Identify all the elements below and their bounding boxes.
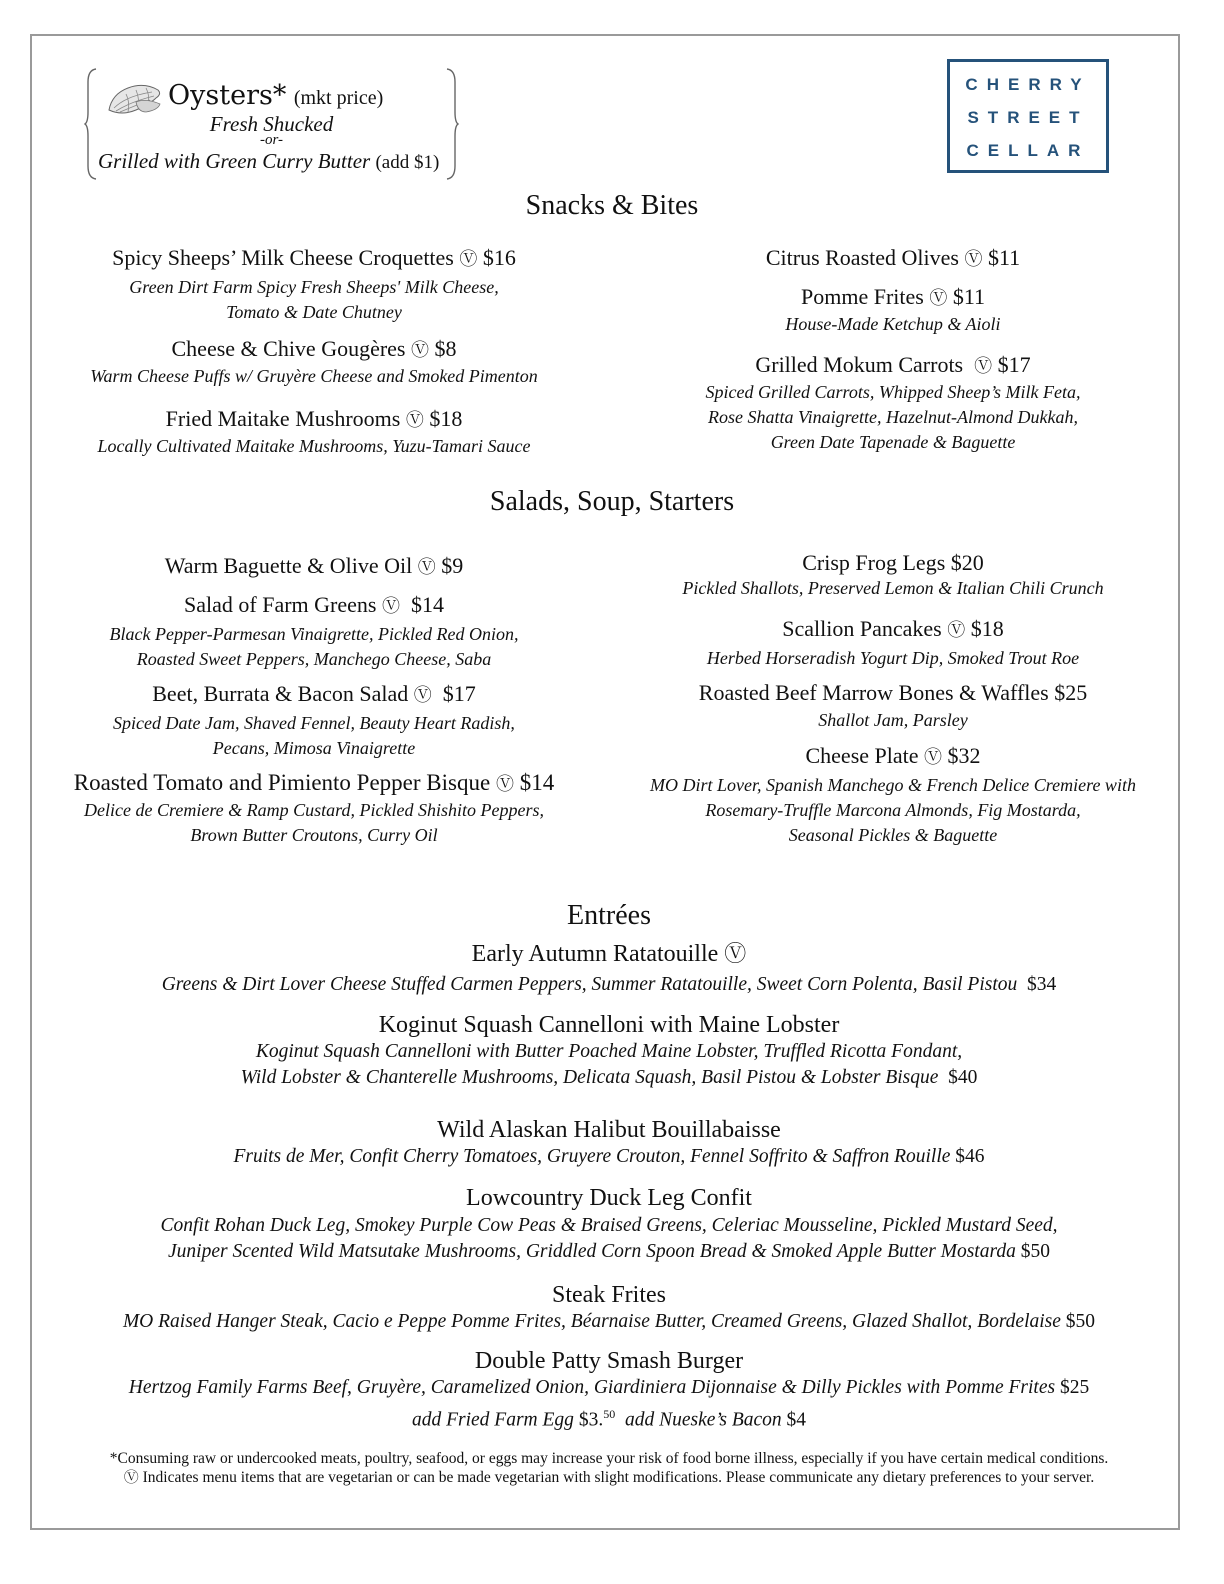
oysters-or: -or- — [259, 132, 284, 148]
logo-line-cellar: CELLAR — [966, 141, 1090, 160]
entree-duck-confit — [0, 1184, 1218, 1265]
item-description: Green Date Tapenade & Baguette — [770, 432, 1016, 452]
menu-item-scallion-pancakes — [620, 616, 1166, 671]
item-description: Fruits de Mer, Confit Cherry Tomatoes, Gruyere Crouton, Fennel Soffrito & Saffron Rouille — [233, 1146, 951, 1167]
entree-smash-burger — [0, 1347, 1218, 1434]
item-description: Herbed Horseradish Yogurt Dip, Smoked Trout Roe — [706, 648, 1080, 668]
oysters-name: Oysters* — [168, 80, 287, 111]
item-description: Tomato & Date Chutney — [226, 302, 402, 322]
menu-item-carrots — [620, 352, 1166, 455]
item-description: Brown Butter Croutons, Curry Oil — [190, 825, 438, 845]
item-name: Roasted Tomato and Pimiento Pepper Bisque — [73, 770, 491, 795]
addon-egg-price: $3. — [578, 1409, 604, 1431]
item-price: $18 — [429, 406, 463, 431]
food-safety-disclaimer: *Consuming raw or undercooked meats, poultry, seafood, or eggs may increase your risk of food borne illness, especially if you have certain medical conditions. — [109, 1450, 1109, 1467]
item-name: Wild Alaskan Halibut Bouillabaisse — [437, 1117, 781, 1143]
oysters-grilled-add: (add $1) — [375, 152, 440, 173]
oysters-block — [84, 68, 459, 180]
item-price: $46 — [955, 1146, 985, 1167]
menu-item-marrow-bones — [620, 680, 1166, 733]
addon-bacon-price: $4 — [786, 1409, 807, 1431]
vegetarian-icon: Ⓥ — [929, 288, 948, 309]
vegetarian-icon: Ⓥ — [459, 249, 478, 270]
item-price: $18 — [970, 616, 1004, 641]
vegetarian-icon: Ⓥ — [947, 620, 966, 641]
item-name: Double Patty Smash Burger — [474, 1348, 744, 1374]
item-description: Delice de Cremiere & Ramp Custard, Pickled Shishito Peppers, — [84, 800, 544, 820]
menu-item-cheese-plate — [620, 743, 1166, 848]
entree-ratatouille — [0, 940, 1218, 998]
item-price: $14 — [519, 770, 555, 795]
item-description: Green Dirt Farm Spicy Fresh Sheeps' Milk Cheese, — [129, 277, 499, 297]
menu-item-baguette — [40, 553, 588, 581]
vegetarian-icon: Ⓥ — [417, 557, 436, 578]
section-heading-salads: Salads, Soup, Starters — [489, 486, 735, 517]
addon-egg-cents: 50 — [603, 1407, 616, 1421]
item-price: $32 — [947, 743, 981, 768]
vegetarian-icon: Ⓥ — [724, 942, 747, 967]
item-name: Lowcountry Duck Leg Confit — [466, 1185, 752, 1211]
item-description: Hertzog Family Farms Beef, Gruyère, Caramelized Onion, Giardiniera Dijonnaise & Dilly Pickles with Pomme Frites — [128, 1377, 1056, 1398]
item-price: $16 — [482, 245, 516, 270]
item-price: $8 — [434, 336, 457, 361]
item-price: $50 — [1065, 1311, 1096, 1332]
item-price: $20 — [950, 550, 984, 575]
menu-item-gougeres — [40, 336, 588, 389]
item-name: Pomme Frites — [800, 284, 924, 309]
item-description: Spiced Grilled Carrots, Whipped Sheep’s Milk Feta, — [705, 382, 1081, 402]
item-price: $25 — [1054, 680, 1088, 705]
cherry-street-cellar-logo — [947, 59, 1109, 173]
item-description: Rose Shatta Vinaigrette, Hazelnut-Almond Dukkah, — [708, 407, 1078, 427]
vegetarian-icon: Ⓥ — [974, 356, 993, 377]
item-description: Black Pepper-Parmesan Vinaigrette, Pickled Red Onion, — [109, 624, 519, 644]
addon-egg: add Fried Farm Egg — [411, 1409, 574, 1431]
vegetarian-icon: Ⓥ — [413, 685, 432, 706]
menu-item-frog-legs — [620, 550, 1166, 601]
menu-item-maitake — [40, 406, 588, 459]
item-description: Confit Rohan Duck Leg, Smokey Purple Cow Peas & Braised Greens, Celeriac Mousseline, Pickled Mustard Seed, — [160, 1215, 1058, 1236]
item-name: Steak Frites — [552, 1282, 666, 1308]
item-name: Fried Maitake Mushrooms — [165, 406, 401, 431]
item-name: Grilled Mokum Carrots — [755, 352, 964, 377]
item-description: House-Made Ketchup & Aioli — [785, 314, 1001, 334]
logo-line-street: STREET — [967, 108, 1089, 127]
item-description: Pecans, Mimosa Vinaigrette — [212, 738, 416, 758]
entree-halibut — [0, 1116, 1218, 1170]
item-name: Salad of Farm Greens — [184, 592, 377, 617]
vegetarian-icon: Ⓥ — [495, 774, 514, 795]
item-name: Roasted Beef Marrow Bones & Waffles — [698, 680, 1049, 705]
oysters-option-grilled — [98, 148, 439, 176]
menu-item-burrata — [40, 681, 588, 761]
section-heading-snacks: Snacks & Bites — [525, 190, 699, 221]
item-description: Shallot Jam, Parsley — [818, 710, 968, 730]
item-price: $17 — [997, 352, 1031, 377]
item-description: Locally Cultivated Maitake Mushrooms, Yuzu-Tamari Sauce — [97, 436, 531, 456]
item-name: Citrus Roasted Olives — [765, 245, 959, 270]
item-price: $17 — [442, 681, 476, 706]
item-price: $25 — [1059, 1377, 1090, 1398]
item-price: $11 — [987, 245, 1021, 270]
vegetarian-icon: Ⓥ — [123, 1468, 139, 1486]
item-name: Beet, Burrata & Bacon Salad — [152, 681, 409, 706]
menu-item-farm-greens — [40, 592, 588, 672]
oysters-grilled-text: Grilled with Green Curry Butter — [98, 149, 371, 173]
item-name: Scallion Pancakes — [782, 616, 942, 641]
item-description: Wild Lobster & Chanterelle Mushrooms, Delicata Squash, Basil Pistou & Lobster Bisque — [240, 1067, 939, 1088]
item-price: $9 — [441, 553, 464, 578]
item-description: Roasted Sweet Peppers, Manchego Cheese, Saba — [136, 649, 492, 669]
item-name: Cheese Plate — [805, 743, 919, 768]
menu-item-croquettes — [40, 245, 588, 325]
item-description: Warm Cheese Puffs w/ Gruyère Cheese and Smoked Pimenton — [90, 366, 538, 386]
entree-cannelloni — [0, 1011, 1218, 1091]
item-description: Rosemary-Truffle Marcona Almonds, Fig Mostarda, — [705, 800, 1081, 820]
addon-bacon: add Nueske’s Bacon — [624, 1409, 782, 1431]
item-name: Spicy Sheeps’ Milk Cheese Croquettes — [112, 245, 454, 270]
item-price: $11 — [952, 284, 986, 309]
section-heading-entrees: Entrées — [567, 900, 651, 931]
item-description: Greens & Dirt Lover Cheese Stuffed Carmen Peppers, Summer Ratatouille, Sweet Corn Polenta, Basil Pistou — [161, 974, 1018, 995]
item-description: MO Dirt Lover, Spanish Manchego & French Delice Cremiere with — [650, 775, 1136, 795]
vegetarian-icon: Ⓥ — [964, 249, 983, 270]
item-name: Cheese & Chive Gougères — [171, 336, 406, 361]
logo-line-cherry: CHERRY — [965, 75, 1091, 94]
oysters-option-fresh: Fresh Shucked — [209, 112, 334, 136]
item-price: $40 — [948, 1067, 978, 1088]
vegetarian-icon: Ⓥ — [405, 410, 424, 431]
oysters-title — [168, 78, 383, 115]
oysters-price-note: (mkt price) — [293, 87, 384, 109]
item-description: Seasonal Pickles & Baguette — [788, 825, 998, 845]
vegetarian-icon: Ⓥ — [924, 747, 943, 768]
vegetarian-icon: Ⓥ — [411, 340, 429, 361]
vegetarian-legend-text: Indicates menu items that are vegetarian or can be made vegetarian with slight modifications. Please communicate any dietary preferences to your server. — [142, 1469, 1095, 1486]
item-name: Crisp Frog Legs — [802, 550, 946, 575]
vegetarian-legend — [0, 1468, 1218, 1487]
menu-item-bisque — [40, 770, 588, 848]
menu-item-olives — [620, 245, 1166, 273]
item-price: $14 — [410, 592, 444, 617]
menu-item-frites — [620, 284, 1166, 337]
item-name: Warm Baguette & Olive Oil — [164, 553, 413, 578]
item-price: $50 — [1020, 1241, 1050, 1262]
item-description: Koginut Squash Cannelloni with Butter Poached Maine Lobster, Truffled Ricotta Fondant, — [255, 1041, 963, 1062]
burger-addons — [0, 1401, 1218, 1434]
item-description: Spiced Date Jam, Shaved Fennel, Beauty Heart Radish, — [113, 713, 515, 733]
entree-steak-frites — [0, 1281, 1218, 1335]
item-description: MO Raised Hanger Steak, Cacio e Peppe Pomme Frites, Béarnaise Butter, Creamed Greens, Glazed Shallot, Bordelaise — [122, 1311, 1061, 1332]
item-description: Juniper Scented Wild Matsutake Mushrooms, Griddled Corn Spoon Bread & Smoked Apple Butter Mostarda — [168, 1241, 1016, 1262]
vegetarian-icon: Ⓥ — [381, 596, 400, 617]
item-name: Early Autumn Ratatouille — [471, 941, 719, 967]
item-price: $34 — [1027, 974, 1057, 995]
item-name: Koginut Squash Cannelloni with Maine Lobster — [378, 1012, 840, 1038]
item-description: Pickled Shallots, Preserved Lemon & Italian Chili Crunch — [682, 578, 1104, 598]
